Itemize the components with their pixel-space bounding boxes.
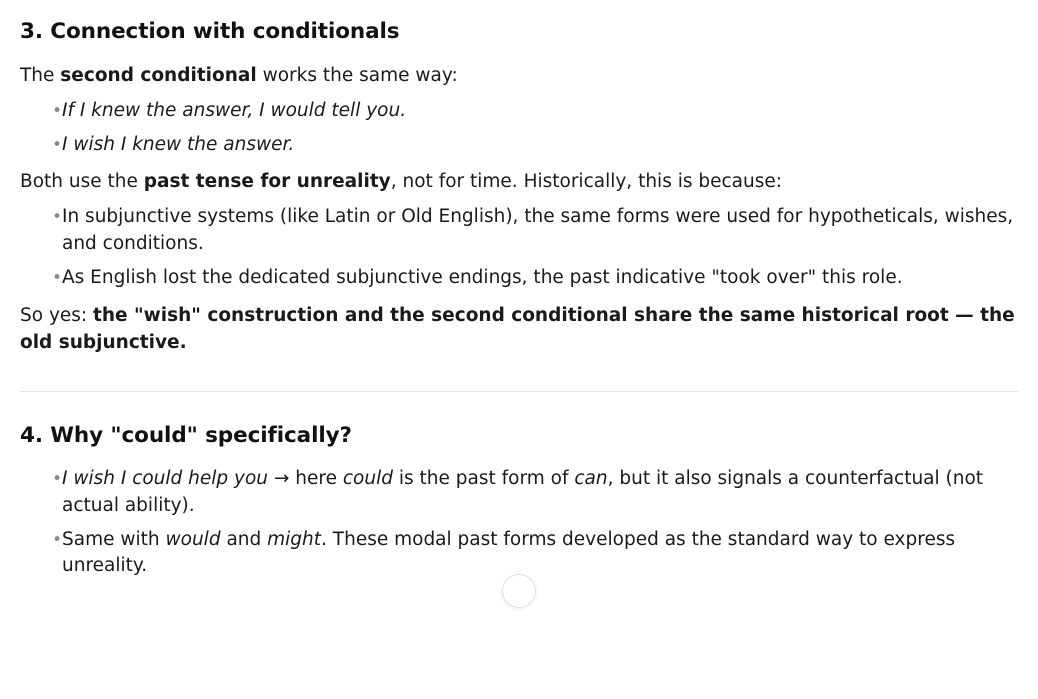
intro-bold-term: second conditional: [60, 64, 257, 86]
point2-italic-might: might: [267, 528, 322, 550]
section-3-explanation-paragraph: [20, 168, 1018, 196]
point1-mid1: → here: [268, 467, 343, 489]
example-sentence-1: If I knew the answer, I would tell you.: [62, 99, 407, 121]
list-item: [20, 98, 1018, 125]
list-item: [20, 527, 1018, 581]
example-sentences-list: [20, 98, 1018, 159]
modal-points-list: [20, 466, 1018, 580]
section-divider: [20, 391, 1018, 392]
explain-text-after: , not for time. Historically, this is because:: [390, 171, 782, 193]
point1-italic-could: could: [342, 467, 393, 489]
list-item: • In subjunctive systems (like Latin or Old English), the same forms were used for hypotheticals, wishes, and conditions.: [20, 204, 1018, 258]
section-heading-3: 3. Connection with conditionals: [20, 19, 400, 44]
intro-text-before: The: [20, 64, 61, 86]
section-3-intro-paragraph: [20, 62, 1018, 90]
example-sentence-2: I wish I knew the answer.: [62, 133, 295, 155]
point1-tail: , but it also signals a counterfactual (not actual ability).: [62, 467, 984, 516]
point2-mid1: and: [220, 528, 268, 550]
section-heading-4: 4. Why "could" specifically?: [20, 423, 352, 448]
section-3-conclusion-paragraph: [20, 302, 1018, 358]
point1-italic-phrase: I wish I could help you: [62, 467, 269, 489]
list-item: [20, 132, 1018, 159]
explain-text-before: Both use the: [20, 171, 144, 193]
historical-reasons-list: [20, 204, 1018, 291]
conclusion-bold-text: the "wish" construction and the second conditional share the same historical root — the old subjunctive.: [20, 304, 1015, 354]
explain-bold-term: past tense for unreality: [143, 171, 391, 193]
conclusion-text-before: So yes:: [20, 304, 94, 326]
point2-tail: . These modal past forms developed as the standard way to express unreality.: [62, 528, 956, 577]
point1-italic-can: can: [574, 467, 608, 489]
point2-italic-would: would: [165, 528, 221, 550]
point1-mid2: is the past form of: [392, 467, 575, 489]
list-item: [20, 466, 1018, 520]
point2-lead: Same with: [62, 528, 166, 550]
list-item: • As English lost the dedicated subjunctive endings, the past indicative "took over" this role.: [20, 265, 1018, 292]
intro-text-after: works the same way:: [256, 64, 458, 86]
scroll-to-bottom-button[interactable]: [502, 574, 536, 608]
